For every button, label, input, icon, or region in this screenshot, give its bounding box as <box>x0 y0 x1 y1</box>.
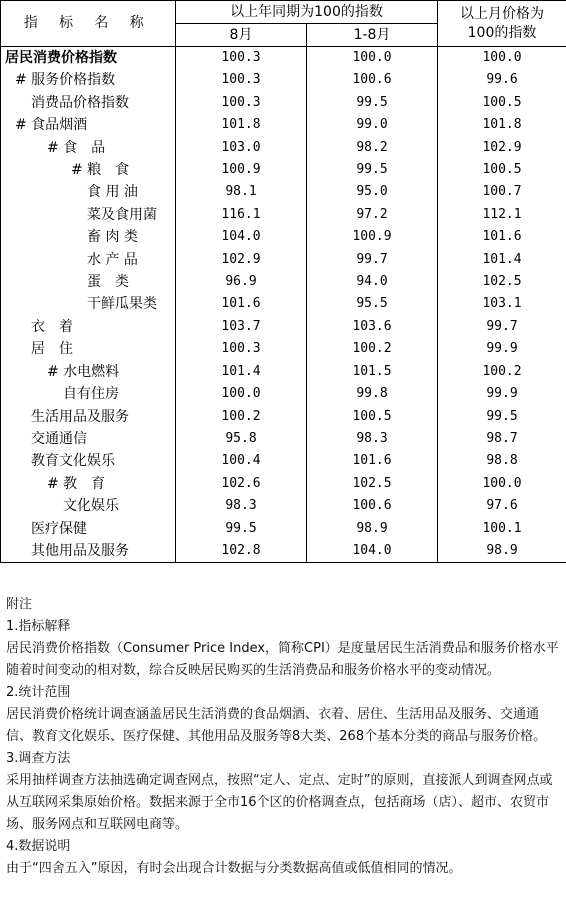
row-value-month: 100.3 <box>176 338 307 360</box>
row-value-month: 95.8 <box>176 428 307 450</box>
row-value-month: 100.2 <box>176 406 307 428</box>
table-row <box>1 406 566 428</box>
row-indicator-name: 自有住房 <box>1 383 176 405</box>
table-row <box>1 540 566 563</box>
notes-s2-body: 居民消费价格统计调查涵盖居民生活消费的食品烟酒、衣着、居住、生活用品及服务、交通通信、教育文化娱乐、医疗保健、其他用品及服务等8大类、268个基本分类的商品与服务价格。 <box>6 707 547 744</box>
row-indicator-name: 医疗保健 <box>1 518 176 540</box>
header-yoy-group: 以上年同期为100的指数 <box>176 1 438 24</box>
row-indicator-name: 居 住 <box>1 338 176 360</box>
row-value-mom: 100.7 <box>438 181 566 203</box>
row-value-cumulative: 101.5 <box>307 361 438 383</box>
table-row <box>1 495 566 517</box>
row-indicator-name: # 水电燃料 <box>1 361 176 383</box>
row-indicator-name: 交通通信 <box>1 428 176 450</box>
row-value-mom: 100.2 <box>438 361 566 383</box>
row-value-cumulative: 100.5 <box>307 406 438 428</box>
row-value-month: 101.6 <box>176 293 307 315</box>
header-mom: 以上月价格为100的指数 <box>438 1 566 47</box>
notes-s3-body: 采用抽样调查方法抽选确定调查网点，按照“定人、定点、定时”的原则，直接派人到调查网点或从互联网采集原始价格。数据来源于全市16个区的价格调查点，包括商场（店）、超市、农贸市场、服务网点和互联网电商等。 <box>6 773 553 832</box>
row-indicator-name: # 食品烟酒 <box>1 114 176 136</box>
row-value-mom: 100.5 <box>438 159 566 181</box>
table-row <box>1 271 566 293</box>
notes-s1-title: 1.指标解释 <box>6 619 71 634</box>
header-month: 8月 <box>176 24 307 47</box>
row-value-cumulative: 100.6 <box>307 69 438 91</box>
notes-title: 附注 <box>6 597 33 612</box>
table-body <box>1 47 566 563</box>
table-row <box>1 450 566 472</box>
row-value-cumulative: 100.2 <box>307 338 438 360</box>
header-cumulative: 1-8月 <box>307 24 438 47</box>
table-row <box>1 338 566 360</box>
row-indicator-name: 食 用 油 <box>1 181 176 203</box>
table-row <box>1 473 566 495</box>
row-value-month: 100.4 <box>176 450 307 472</box>
row-value-mom: 98.7 <box>438 428 566 450</box>
table-row <box>1 518 566 540</box>
row-value-mom: 99.9 <box>438 338 566 360</box>
row-value-cumulative: 103.6 <box>307 316 438 338</box>
row-indicator-name: # 食 品 <box>1 137 176 159</box>
row-value-mom: 98.8 <box>438 450 566 472</box>
row-value-month: 104.0 <box>176 226 307 248</box>
row-value-mom: 100.1 <box>438 518 566 540</box>
row-value-cumulative: 98.2 <box>307 137 438 159</box>
row-value-mom: 99.7 <box>438 316 566 338</box>
row-indicator-name: # 服务价格指数 <box>1 69 176 91</box>
row-indicator-name: 干鲜瓜果类 <box>1 293 176 315</box>
row-value-cumulative: 98.3 <box>307 428 438 450</box>
row-value-mom: 112.1 <box>438 204 566 226</box>
row-value-cumulative: 95.0 <box>307 181 438 203</box>
row-indicator-name: 蛋 类 <box>1 271 176 293</box>
row-indicator-name: 居民消费价格指数 <box>1 47 176 70</box>
row-value-mom: 98.9 <box>438 540 566 563</box>
table-row <box>1 226 566 248</box>
table-row <box>1 293 566 315</box>
row-value-month: 99.5 <box>176 518 307 540</box>
row-value-cumulative: 98.9 <box>307 518 438 540</box>
row-indicator-name: 消费品价格指数 <box>1 92 176 114</box>
row-indicator-name: 其他用品及服务 <box>1 540 176 563</box>
row-value-month: 100.3 <box>176 92 307 114</box>
table-row <box>1 316 566 338</box>
row-indicator-name: 生活用品及服务 <box>1 406 176 428</box>
row-indicator-name: 文化娱乐 <box>1 495 176 517</box>
row-value-month: 102.6 <box>176 473 307 495</box>
row-value-month: 100.9 <box>176 159 307 181</box>
notes-s1-body: 居民消费价格指数（Consumer Price Index，简称CPI）是度量居民生活消费品和服务价格水平随着时间变动的相对数，综合反映居民购买的生活消费品和服务价格水平的变动情况。 <box>6 641 559 678</box>
row-value-mom: 97.6 <box>438 495 566 517</box>
row-indicator-name: 衣 着 <box>1 316 176 338</box>
row-value-cumulative: 100.0 <box>307 47 438 70</box>
table-row <box>1 181 566 203</box>
table-row <box>1 361 566 383</box>
table-row <box>1 159 566 181</box>
row-value-mom: 99.6 <box>438 69 566 91</box>
notes-s2-title: 2.统计范围 <box>6 685 71 700</box>
notes-s4-body: 由于“四舍五入”原因，有时会出现合计数据与分类数据高值或低值相同的情况。 <box>6 861 462 876</box>
row-value-month: 103.0 <box>176 137 307 159</box>
row-value-mom: 103.1 <box>438 293 566 315</box>
row-value-mom: 102.5 <box>438 271 566 293</box>
row-value-mom: 100.0 <box>438 47 566 70</box>
table-row <box>1 92 566 114</box>
row-value-month: 98.3 <box>176 495 307 517</box>
row-value-cumulative: 104.0 <box>307 540 438 563</box>
row-value-cumulative: 99.8 <box>307 383 438 405</box>
row-value-month: 116.1 <box>176 204 307 226</box>
row-value-cumulative: 97.2 <box>307 204 438 226</box>
table-row <box>1 114 566 136</box>
row-value-month: 100.3 <box>176 47 307 70</box>
row-indicator-name: 畜 肉 类 <box>1 226 176 248</box>
row-value-month: 101.8 <box>176 114 307 136</box>
row-value-month: 96.9 <box>176 271 307 293</box>
notes-s4-title: 4.数据说明 <box>6 839 71 854</box>
row-value-mom: 101.4 <box>438 249 566 271</box>
row-value-month: 98.1 <box>176 181 307 203</box>
row-indicator-name: 水 产 品 <box>1 249 176 271</box>
row-value-mom: 100.5 <box>438 92 566 114</box>
table-row <box>1 137 566 159</box>
table-row <box>1 249 566 271</box>
row-value-month: 103.7 <box>176 316 307 338</box>
header-indicator: 指 标 名 称 <box>1 1 176 47</box>
row-value-mom: 99.5 <box>438 406 566 428</box>
row-value-mom: 101.8 <box>438 114 566 136</box>
row-indicator-name: 教育文化娱乐 <box>1 450 176 472</box>
row-value-mom: 101.6 <box>438 226 566 248</box>
row-value-mom: 100.0 <box>438 473 566 495</box>
notes-s3-title: 3.调查方法 <box>6 751 71 766</box>
table-row <box>1 383 566 405</box>
table-row <box>1 47 566 70</box>
row-value-month: 101.4 <box>176 361 307 383</box>
row-value-cumulative: 100.6 <box>307 495 438 517</box>
row-value-cumulative: 95.5 <box>307 293 438 315</box>
table-row <box>1 69 566 91</box>
table-header <box>1 1 566 47</box>
row-value-cumulative: 99.5 <box>307 159 438 181</box>
row-value-month: 100.0 <box>176 383 307 405</box>
row-value-month: 102.9 <box>176 249 307 271</box>
row-value-cumulative: 100.9 <box>307 226 438 248</box>
row-value-month: 100.3 <box>176 69 307 91</box>
row-value-cumulative: 101.6 <box>307 450 438 472</box>
row-value-cumulative: 99.7 <box>307 249 438 271</box>
row-value-month: 102.8 <box>176 540 307 563</box>
row-indicator-name: # 粮 食 <box>1 159 176 181</box>
table-row <box>1 204 566 226</box>
row-value-cumulative: 99.5 <box>307 92 438 114</box>
row-value-mom: 102.9 <box>438 137 566 159</box>
row-value-mom: 99.9 <box>438 383 566 405</box>
row-indicator-name: 菜及食用菌 <box>1 204 176 226</box>
row-value-cumulative: 99.0 <box>307 114 438 136</box>
row-value-cumulative: 94.0 <box>307 271 438 293</box>
table-row <box>1 428 566 450</box>
row-value-cumulative: 102.5 <box>307 473 438 495</box>
row-indicator-name: # 教 育 <box>1 473 176 495</box>
notes-section <box>6 594 562 880</box>
